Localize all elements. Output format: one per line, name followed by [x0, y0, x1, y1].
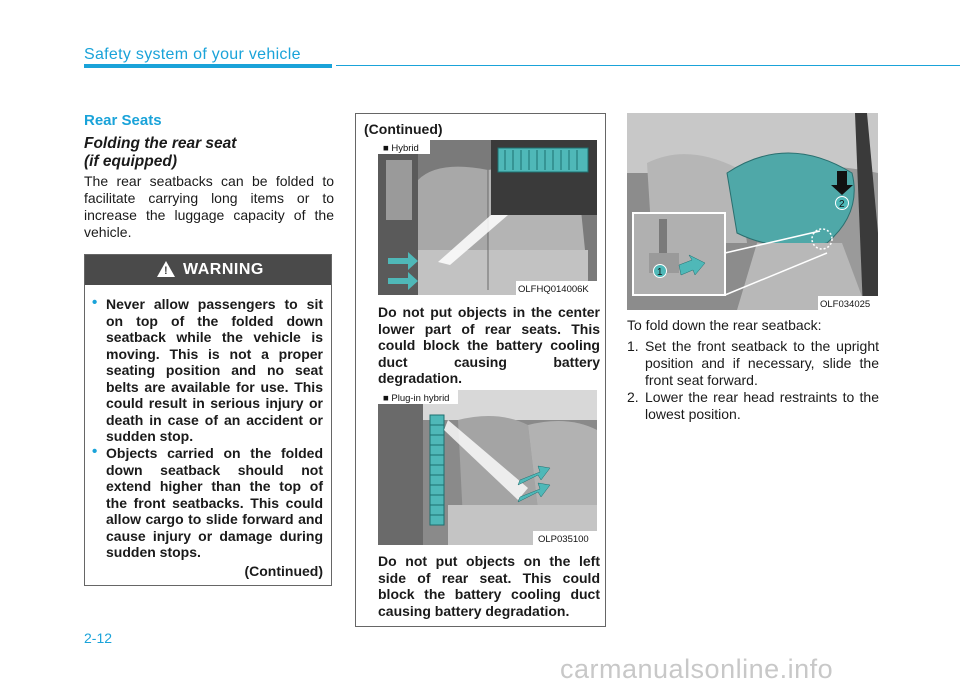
warning-header: [85, 255, 331, 285]
bullet-icon: •: [92, 294, 98, 311]
step-1-text: Set the front seatback to the upright position and if necessary, slide the front seat forward.: [645, 338, 879, 388]
exclamation-icon: !: [164, 265, 168, 277]
warning-continued: (Continued): [244, 563, 323, 579]
plugin-hybrid-caution-text: Do not put objects on the left side of rear seat. This could block the battery cooling duct causing battery degradation.: [378, 553, 600, 619]
image-code-head-restraint: OLF034025: [820, 299, 871, 310]
image-code-plugin-hybrid: OLP035100: [538, 534, 589, 545]
section-title-line: [336, 65, 960, 66]
hybrid-rear-seat-illustration: [378, 140, 597, 295]
section-title: Safety system of your vehicle: [84, 46, 301, 63]
subheading-folding: [84, 135, 334, 171]
plugin-hybrid-rear-seat-illustration: [378, 390, 597, 545]
warning-item-2: Objects carried on the folded down seatback should not extend higher than the top of the front seatbacks. This could allow cargo to slide forward and cause injury or damage during sudden stops.: [106, 445, 323, 560]
intro-paragraph: The rear seatbacks can be folded to facilitate carrying long items or to increase the luggage capacity of the vehicle.: [84, 173, 334, 240]
bullet-icon: •: [92, 443, 98, 460]
section-title-rule: [84, 64, 332, 68]
step-2-text: Lower the rear head restraints to the lowest position.: [645, 389, 879, 422]
callout-2-label: 2: [839, 199, 845, 210]
warning-item-1: Never allow passengers to sit on top of the folded down seatback while the vehicle is moving. This is not a proper seating position and no seat belts are available for use. This could result in serious injury or death in case of an accident or sudden stop.: [106, 296, 323, 444]
step-2-number: 2.: [627, 389, 639, 405]
subheading-line2: (if equipped): [84, 153, 177, 170]
continued-heading: (Continued): [364, 121, 443, 137]
warning-label: WARNING: [183, 261, 264, 278]
callout-1-label: 1: [657, 267, 663, 278]
watermark: carmanualsonline.info: [560, 654, 834, 684]
head-restraint-illustration: [627, 113, 878, 310]
heading-rear-seats: Rear Seats: [84, 112, 162, 129]
step-1-number: 1.: [627, 338, 639, 354]
image-tag-hybrid: ■ Hybrid: [383, 143, 419, 154]
page-number: 2-12: [84, 630, 113, 646]
image-tag-plugin-hybrid: ■ Plug-in hybrid: [383, 393, 450, 404]
fold-intro-text: To fold down the rear seatback:: [627, 317, 822, 333]
subheading-line1: Folding the rear seat: [84, 135, 237, 152]
hybrid-caution-text: Do not put objects in the center lower part of rear seats. This could block the battery cooling duct causing battery degradation.: [378, 304, 600, 386]
image-code-hybrid: OLFHQ014006K: [518, 284, 589, 295]
